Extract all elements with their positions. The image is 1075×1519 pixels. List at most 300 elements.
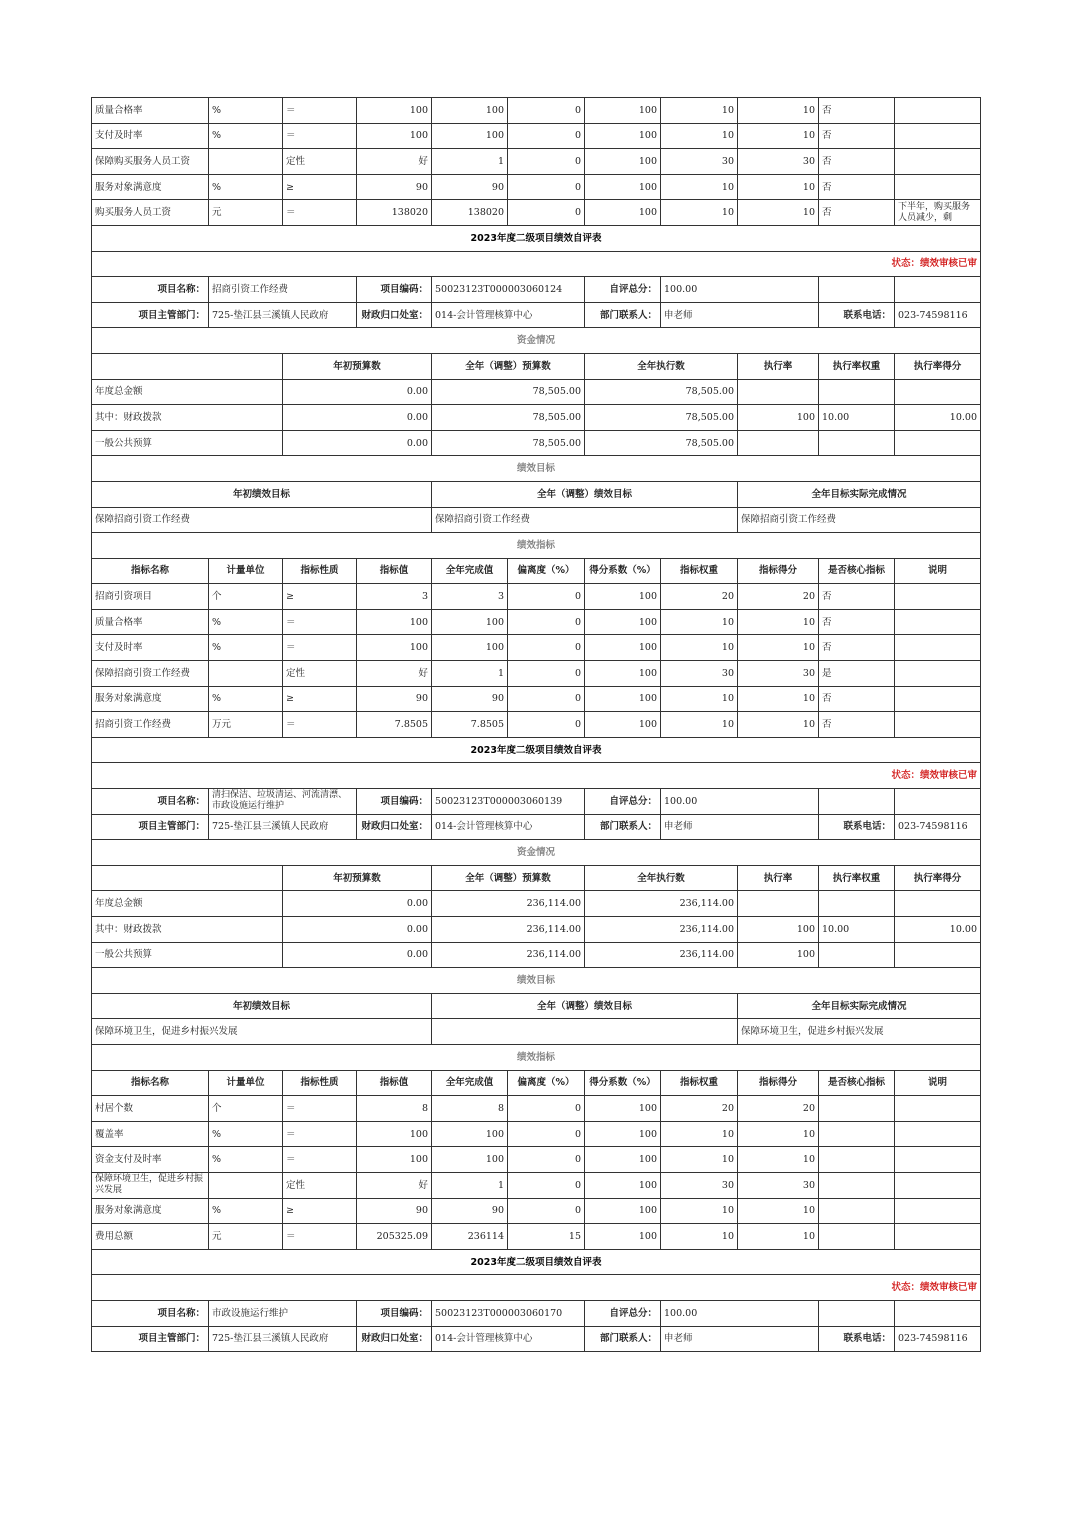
indicator-deviation: 0	[508, 1172, 585, 1198]
fund-adjusted: 236,114.00	[432, 917, 585, 943]
fund-row-label: 一般公共预算	[92, 430, 283, 456]
goal-row	[92, 1019, 981, 1045]
indicator-nature: 定性	[283, 661, 357, 687]
goal-header: 年初绩效目标	[92, 481, 432, 507]
empty-cell	[819, 277, 895, 303]
goal-section-row	[92, 456, 981, 482]
indicator-nature: ＝	[283, 1147, 357, 1173]
goal-header-row	[92, 993, 981, 1019]
indicator-name: 保障环境卫生，促进乡村振兴发展	[92, 1172, 209, 1198]
indicator-score: 10	[738, 609, 819, 635]
indicator-name: 村居个数	[92, 1096, 209, 1122]
project-row	[92, 789, 981, 815]
indicator-core	[819, 1198, 895, 1224]
indicator-deviation: 0	[508, 661, 585, 687]
indicator-score: 30	[738, 661, 819, 687]
indicator-name: 保障购买服务人员工资	[92, 149, 209, 175]
fund-adjusted: 78,505.00	[432, 405, 585, 431]
indicator-header: 指标性质	[283, 558, 357, 584]
indicator-coef: 100	[585, 1198, 661, 1224]
phone-label: 联系电话：	[819, 1326, 895, 1352]
fund-header-row	[92, 353, 981, 379]
indicator-header: 偏离度（%）	[508, 558, 585, 584]
fund-initial: 0.00	[283, 379, 432, 405]
indicator-target: 90	[357, 686, 432, 712]
fund-adjusted: 236,114.00	[432, 942, 585, 968]
indicator-actual: 1	[432, 661, 508, 687]
fund-section-row	[92, 840, 981, 866]
indicator-weight: 10	[661, 1198, 738, 1224]
indicator-deviation: 0	[508, 635, 585, 661]
fund-rate-score	[895, 379, 981, 405]
phone-value: 023-74598116	[895, 814, 981, 840]
indicator-row	[92, 1121, 981, 1147]
indicator-unit: 万元	[209, 712, 283, 738]
indicator-actual: 90	[432, 686, 508, 712]
indicator-core	[819, 1224, 895, 1250]
goal-section-title: 绩效目标	[92, 456, 981, 482]
fund-rate-score	[895, 942, 981, 968]
indicator-header: 是否核心指标	[819, 1070, 895, 1096]
status-badge: 状态：绩效审核已审	[92, 763, 981, 789]
indicator-unit: %	[209, 1147, 283, 1173]
indicator-weight: 10	[661, 609, 738, 635]
indicator-note	[895, 584, 981, 610]
indicator-header: 全年完成值	[432, 558, 508, 584]
fund-executed: 78,505.00	[585, 405, 738, 431]
self-score-value: 100.00	[661, 277, 819, 303]
indicator-deviation: 0	[508, 200, 585, 226]
project-name-value: 清扫保洁、垃圾清运、河流清漂、市政设施运行维护	[209, 789, 357, 815]
indicator-target: 90	[357, 174, 432, 200]
indicator-row	[92, 712, 981, 738]
fund-row-label: 年度总金额	[92, 379, 283, 405]
indicator-row	[92, 149, 981, 175]
indicator-deviation: 0	[508, 686, 585, 712]
page-title: 2023年度二级项目绩效自评表	[92, 225, 981, 251]
goal-header: 全年（调整）绩效目标	[432, 481, 738, 507]
empty-cell	[895, 1300, 981, 1326]
indicator-note: 下半年，购买服务人员减少，剩	[895, 200, 981, 226]
indicator-deviation: 0	[508, 1096, 585, 1122]
indicator-unit: 元	[209, 200, 283, 226]
indicator-coef: 100	[585, 584, 661, 610]
indicator-coef: 100	[585, 661, 661, 687]
fund-row-label: 年度总金额	[92, 891, 283, 917]
indicator-actual: 100	[432, 635, 508, 661]
phone-value: 023-74598116	[895, 302, 981, 328]
indicator-actual: 100	[432, 609, 508, 635]
indicator-section-title: 绩效指标	[92, 1044, 981, 1070]
indicator-note	[895, 686, 981, 712]
indicator-header: 得分系数（%）	[585, 558, 661, 584]
dept-label: 项目主管部门：	[92, 814, 209, 840]
indicator-header: 说明	[895, 558, 981, 584]
indicator-row	[92, 200, 981, 226]
indicator-name: 招商引资项目	[92, 584, 209, 610]
indicator-nature: ＝	[283, 1121, 357, 1147]
indicator-unit	[209, 149, 283, 175]
fund-header: 全年执行数	[585, 865, 738, 891]
fund-section-title: 资金情况	[92, 328, 981, 354]
indicator-name: 质量合格率	[92, 98, 209, 124]
indicator-unit: %	[209, 174, 283, 200]
goal-actual: 保障招商引资工作经费	[738, 507, 981, 533]
dept-label: 项目主管部门：	[92, 1326, 209, 1352]
contact-label: 部门联系人：	[585, 302, 661, 328]
indicator-nature: ≥	[283, 686, 357, 712]
indicator-score: 30	[738, 149, 819, 175]
indicator-score: 20	[738, 1096, 819, 1122]
project-name-label: 项目名称：	[92, 277, 209, 303]
phone-label: 联系电话：	[819, 814, 895, 840]
fund-row-label: 其中：财政拨款	[92, 917, 283, 943]
finance-office-value: 014-会计管理核算中心	[432, 1326, 585, 1352]
indicator-target: 100	[357, 1121, 432, 1147]
indicator-header-row	[92, 558, 981, 584]
fund-row	[92, 917, 981, 943]
indicator-target: 100	[357, 635, 432, 661]
indicator-nature: ＝	[283, 609, 357, 635]
indicator-weight: 10	[661, 712, 738, 738]
fund-rate-score	[895, 430, 981, 456]
indicator-header: 指标值	[357, 558, 432, 584]
indicator-coef: 100	[585, 123, 661, 149]
indicator-weight: 10	[661, 1224, 738, 1250]
project-code-value: 50023123T000003060139	[432, 789, 585, 815]
fund-rate-score: 10.00	[895, 405, 981, 431]
fund-header: 执行率权重	[819, 865, 895, 891]
fund-row	[92, 379, 981, 405]
fund-executed: 236,114.00	[585, 942, 738, 968]
indicator-note	[895, 1224, 981, 1250]
indicator-actual: 90	[432, 174, 508, 200]
indicator-note	[895, 635, 981, 661]
indicator-deviation: 0	[508, 712, 585, 738]
indicator-target: 好	[357, 149, 432, 175]
project-name-label: 项目名称：	[92, 1300, 209, 1326]
goal-row	[92, 507, 981, 533]
goal-adjusted: 保障招商引资工作经费	[432, 507, 738, 533]
indicator-deviation: 15	[508, 1224, 585, 1250]
indicator-actual: 7.8505	[432, 712, 508, 738]
fund-header: 执行率得分	[895, 865, 981, 891]
finance-office-value: 014-会计管理核算中心	[432, 302, 585, 328]
indicator-nature: 定性	[283, 149, 357, 175]
indicator-score: 10	[738, 98, 819, 124]
indicator-actual: 1	[432, 149, 508, 175]
indicator-weight: 20	[661, 584, 738, 610]
goal-header: 年初绩效目标	[92, 993, 432, 1019]
fund-executed: 236,114.00	[585, 917, 738, 943]
indicator-weight: 30	[661, 1172, 738, 1198]
indicator-weight: 30	[661, 149, 738, 175]
indicator-weight: 10	[661, 200, 738, 226]
fund-rate-weight	[819, 942, 895, 968]
contact-value: 申老师	[661, 814, 819, 840]
indicator-header: 指标权重	[661, 558, 738, 584]
indicator-score: 10	[738, 635, 819, 661]
indicator-score: 20	[738, 584, 819, 610]
indicator-weight: 30	[661, 661, 738, 687]
indicator-target: 7.8505	[357, 712, 432, 738]
fund-initial: 0.00	[283, 891, 432, 917]
fund-rate-weight: 10.00	[819, 405, 895, 431]
indicator-section-row	[92, 1044, 981, 1070]
indicator-row	[92, 1198, 981, 1224]
fund-header: 年初预算数	[283, 865, 432, 891]
fund-rate-weight	[819, 379, 895, 405]
indicator-unit: %	[209, 1121, 283, 1147]
fund-rate	[738, 379, 819, 405]
project-name-label: 项目名称：	[92, 789, 209, 815]
indicator-coef: 100	[585, 200, 661, 226]
indicator-name: 服务对象满意度	[92, 1198, 209, 1224]
indicator-name: 费用总额	[92, 1224, 209, 1250]
self-score-label: 自评总分：	[585, 277, 661, 303]
fund-rate-score	[895, 891, 981, 917]
project-name-value: 市政设施运行维护	[209, 1300, 357, 1326]
empty-cell	[895, 277, 981, 303]
fund-executed: 78,505.00	[585, 379, 738, 405]
indicator-score: 10	[738, 174, 819, 200]
indicator-target: 好	[357, 661, 432, 687]
indicator-core	[819, 1147, 895, 1173]
indicator-unit: %	[209, 635, 283, 661]
indicator-core: 是	[819, 661, 895, 687]
fund-executed: 236,114.00	[585, 891, 738, 917]
fund-rate-weight	[819, 891, 895, 917]
dept-value: 725-垫江县三溪镇人民政府	[209, 1326, 357, 1352]
goal-section-title: 绩效目标	[92, 968, 981, 994]
indicator-nature: ≥	[283, 1198, 357, 1224]
indicator-unit: %	[209, 609, 283, 635]
indicator-note	[895, 609, 981, 635]
indicator-header: 计量单位	[209, 558, 283, 584]
project-row	[92, 1300, 981, 1326]
contact-label: 部门联系人：	[585, 1326, 661, 1352]
indicator-deviation: 0	[508, 1147, 585, 1173]
indicator-name: 服务对象满意度	[92, 174, 209, 200]
indicator-section-title: 绩效指标	[92, 533, 981, 559]
indicator-score: 10	[738, 686, 819, 712]
page-title: 2023年度二级项目绩效自评表	[92, 737, 981, 763]
indicator-unit: %	[209, 686, 283, 712]
indicator-deviation: 0	[508, 1121, 585, 1147]
fund-header-row	[92, 865, 981, 891]
dept-row	[92, 302, 981, 328]
dept-row	[92, 1326, 981, 1352]
indicator-actual: 138020	[432, 200, 508, 226]
goal-header: 全年（调整）绩效目标	[432, 993, 738, 1019]
title-row	[92, 1249, 981, 1275]
indicator-row	[92, 584, 981, 610]
fund-row	[92, 430, 981, 456]
indicator-note	[895, 123, 981, 149]
indicator-row	[92, 609, 981, 635]
indicator-note	[895, 712, 981, 738]
indicator-unit: 元	[209, 1224, 283, 1250]
fund-adjusted: 78,505.00	[432, 379, 585, 405]
indicator-note	[895, 149, 981, 175]
indicator-weight: 10	[661, 98, 738, 124]
indicator-deviation: 0	[508, 98, 585, 124]
goal-initial: 保障招商引资工作经费	[92, 507, 432, 533]
fund-header: 执行率得分	[895, 353, 981, 379]
indicator-weight: 10	[661, 174, 738, 200]
indicator-coef: 100	[585, 1096, 661, 1122]
phone-value: 023-74598116	[895, 1326, 981, 1352]
fund-header: 年初预算数	[283, 353, 432, 379]
indicator-name: 支付及时率	[92, 635, 209, 661]
goal-actual: 保障环境卫生，促进乡村振兴发展	[738, 1019, 981, 1045]
indicator-actual: 100	[432, 123, 508, 149]
indicator-header: 全年完成值	[432, 1070, 508, 1096]
indicator-core: 否	[819, 123, 895, 149]
fund-initial: 0.00	[283, 942, 432, 968]
phone-label: 联系电话：	[819, 302, 895, 328]
indicator-note	[895, 661, 981, 687]
project-row	[92, 277, 981, 303]
contact-value: 申老师	[661, 302, 819, 328]
indicator-score: 30	[738, 1172, 819, 1198]
fund-rate-weight	[819, 430, 895, 456]
indicator-nature: 定性	[283, 1172, 357, 1198]
indicator-coef: 100	[585, 1172, 661, 1198]
goal-section-row	[92, 968, 981, 994]
indicator-name: 覆盖率	[92, 1121, 209, 1147]
indicator-weight: 10	[661, 1147, 738, 1173]
indicator-unit: 个	[209, 1096, 283, 1122]
indicator-note	[895, 1096, 981, 1122]
indicator-core	[819, 1172, 895, 1198]
indicator-score: 10	[738, 1147, 819, 1173]
project-code-value: 50023123T000003060170	[432, 1300, 585, 1326]
indicator-unit: 个	[209, 584, 283, 610]
contact-label: 部门联系人：	[585, 814, 661, 840]
indicator-coef: 100	[585, 686, 661, 712]
indicator-deviation: 0	[508, 609, 585, 635]
fund-header: 全年（调整）预算数	[432, 353, 585, 379]
indicator-score: 10	[738, 123, 819, 149]
indicator-deviation: 0	[508, 174, 585, 200]
indicator-header: 指标名称	[92, 558, 209, 584]
empty-cell	[819, 789, 895, 815]
status-row	[92, 1275, 981, 1301]
self-score-label: 自评总分：	[585, 1300, 661, 1326]
indicator-coef: 100	[585, 98, 661, 124]
goal-header: 全年目标实际完成情况	[738, 481, 981, 507]
fund-row-label: 其中：财政拨款	[92, 405, 283, 431]
indicator-row	[92, 1172, 981, 1198]
indicator-row	[92, 1147, 981, 1173]
indicator-coef: 100	[585, 1121, 661, 1147]
indicator-row	[92, 661, 981, 687]
fund-initial: 0.00	[283, 405, 432, 431]
indicator-unit: %	[209, 1198, 283, 1224]
indicator-actual: 3	[432, 584, 508, 610]
fund-adjusted: 236,114.00	[432, 891, 585, 917]
indicator-row	[92, 635, 981, 661]
indicator-actual: 8	[432, 1096, 508, 1122]
fund-rate: 100	[738, 917, 819, 943]
project-code-value: 50023123T000003060124	[432, 277, 585, 303]
indicator-row	[92, 123, 981, 149]
fund-section-title: 资金情况	[92, 840, 981, 866]
fund-rate-score: 10.00	[895, 917, 981, 943]
indicator-deviation: 0	[508, 584, 585, 610]
indicator-target: 138020	[357, 200, 432, 226]
fund-rate	[738, 891, 819, 917]
indicator-coef: 100	[585, 149, 661, 175]
evaluation-table	[91, 97, 981, 1352]
indicator-nature: ≥	[283, 174, 357, 200]
indicator-weight: 10	[661, 123, 738, 149]
indicator-name: 保障招商引资工作经费	[92, 661, 209, 687]
project-code-label: 项目编码：	[357, 1300, 432, 1326]
indicator-coef: 100	[585, 174, 661, 200]
goal-header: 全年目标实际完成情况	[738, 993, 981, 1019]
indicator-header: 偏离度（%）	[508, 1070, 585, 1096]
fund-row	[92, 891, 981, 917]
finance-office-label: 财政归口处室：	[357, 814, 432, 840]
empty-cell	[895, 789, 981, 815]
indicator-core: 否	[819, 200, 895, 226]
empty-cell	[92, 353, 283, 379]
empty-cell	[92, 865, 283, 891]
fund-rate-weight: 10.00	[819, 917, 895, 943]
indicator-header-row	[92, 1070, 981, 1096]
fund-initial: 0.00	[283, 917, 432, 943]
empty-cell	[819, 1300, 895, 1326]
indicator-target: 100	[357, 1147, 432, 1173]
fund-rate	[738, 430, 819, 456]
indicator-nature: ＝	[283, 200, 357, 226]
indicator-header: 是否核心指标	[819, 558, 895, 584]
contact-value: 申老师	[661, 1326, 819, 1352]
indicator-core: 否	[819, 635, 895, 661]
indicator-score: 10	[738, 200, 819, 226]
indicator-actual: 100	[432, 1147, 508, 1173]
self-score-value: 100.00	[661, 789, 819, 815]
goal-header-row	[92, 481, 981, 507]
indicator-target: 90	[357, 1198, 432, 1224]
indicator-name: 招商引资工作经费	[92, 712, 209, 738]
indicator-header: 指标值	[357, 1070, 432, 1096]
indicator-nature: ＝	[283, 712, 357, 738]
indicator-unit	[209, 1172, 283, 1198]
indicator-actual: 100	[432, 98, 508, 124]
indicator-row	[92, 686, 981, 712]
indicator-coef: 100	[585, 635, 661, 661]
indicator-name: 支付及时率	[92, 123, 209, 149]
indicator-deviation: 0	[508, 1198, 585, 1224]
self-score-label: 自评总分：	[585, 789, 661, 815]
indicator-actual: 90	[432, 1198, 508, 1224]
indicator-row	[92, 1224, 981, 1250]
indicator-row	[92, 98, 981, 124]
indicator-name: 资金支付及时率	[92, 1147, 209, 1173]
indicator-core: 否	[819, 609, 895, 635]
indicator-core	[819, 1121, 895, 1147]
status-badge: 状态：绩效审核已审	[92, 251, 981, 277]
goal-adjusted	[432, 1019, 738, 1045]
indicator-nature: ＝	[283, 1224, 357, 1250]
indicator-coef: 100	[585, 712, 661, 738]
indicator-nature: ≥	[283, 584, 357, 610]
fund-section-row	[92, 328, 981, 354]
indicator-core: 否	[819, 149, 895, 175]
